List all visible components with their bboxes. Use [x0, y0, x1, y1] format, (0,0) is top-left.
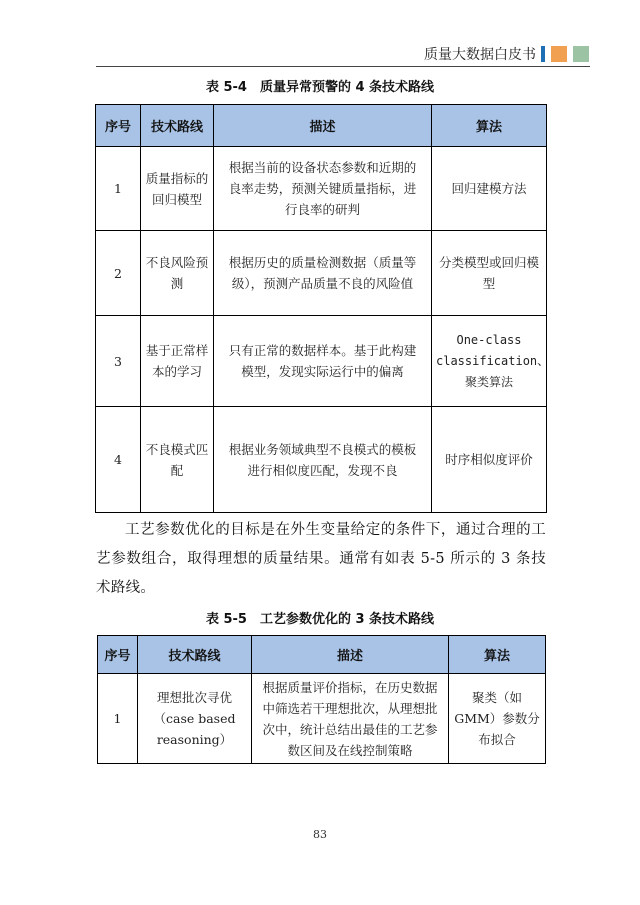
cell-desc: 根据当前的设备状态参数和近期的良率走势，预测关键质量指标，进行良率的研判 — [214, 147, 432, 231]
cell-no: 1 — [98, 674, 138, 764]
table-row — [96, 147, 547, 231]
cell-desc: 根据历史的质量检测数据（质量等级），预测产品质量不良的风险值 — [214, 231, 432, 316]
col-header-algo: 算法 — [449, 636, 546, 674]
table-row — [96, 316, 547, 407]
cell-algo: 分类模型或回归模型 — [432, 231, 547, 316]
table-row — [98, 674, 546, 764]
cell-route: 质量指标的回归模型 — [141, 147, 214, 231]
table-row — [96, 407, 547, 513]
header-block-orange — [551, 46, 567, 62]
cell-desc: 根据业务领域典型不良模式的模板进行相似度匹配，发现不良 — [214, 407, 432, 513]
table1 — [95, 104, 550, 513]
header-rule — [96, 66, 590, 67]
cell-desc: 根据质量评价指标，在历史数据中筛选若干理想批次，从理想批次中，统计总结出最佳的工艺参数区间及在线控制策略 — [252, 674, 449, 764]
cell-algo: 聚类（如 GMM）参数分布拟合 — [449, 674, 546, 764]
cell-route: 不良模式匹配 — [141, 407, 214, 513]
cell-algo: 回归建模方法 — [432, 147, 547, 231]
col-header-desc: 描述 — [252, 636, 449, 674]
table1-caption: 表 5-4 质量异常预警的 4 条技术路线 — [205, 80, 435, 95]
page-number: 83 — [313, 828, 327, 841]
header-block-green — [573, 46, 589, 62]
body-paragraph: 工艺参数优化的目标是在外生变量给定的条件下，通过合理的工艺参数组合，取得理想的质量结果。通常有如表 5-5 所示的 3 条技术路线。 — [96, 522, 546, 596]
col-header-no: 序号 — [98, 636, 138, 674]
col-header-no: 序号 — [96, 105, 141, 147]
table2-header-row — [98, 636, 546, 674]
cell-no: 4 — [96, 407, 141, 513]
cell-route: 基于正常样本的学习 — [141, 316, 214, 407]
cell-algo: 时序相似度评价 — [432, 407, 547, 513]
col-header-route: 技术路线 — [138, 636, 252, 674]
col-header-route: 技术路线 — [141, 105, 214, 147]
table2 — [97, 635, 546, 764]
cell-desc: 只有正常的数据样本。基于此构建模型，发现实际运行中的偏离 — [214, 316, 432, 407]
col-header-desc: 描述 — [214, 105, 432, 147]
header-block-blue — [541, 46, 545, 62]
table1-header-row — [96, 105, 547, 147]
running-header-title: 质量大数据白皮书 — [424, 47, 536, 63]
cell-route: 不良风险预测 — [141, 231, 214, 316]
cell-algo: One-class classification、聚类算法 — [432, 316, 547, 407]
cell-no: 2 — [96, 231, 141, 316]
col-header-algo: 算法 — [432, 105, 547, 147]
cell-no: 3 — [96, 316, 141, 407]
table-row — [96, 231, 547, 316]
cell-route: 理想批次寻优（case based reasoning） — [138, 674, 252, 764]
table2-caption: 表 5-5 工艺参数优化的 3 条技术路线 — [205, 612, 435, 627]
cell-no: 1 — [96, 147, 141, 231]
